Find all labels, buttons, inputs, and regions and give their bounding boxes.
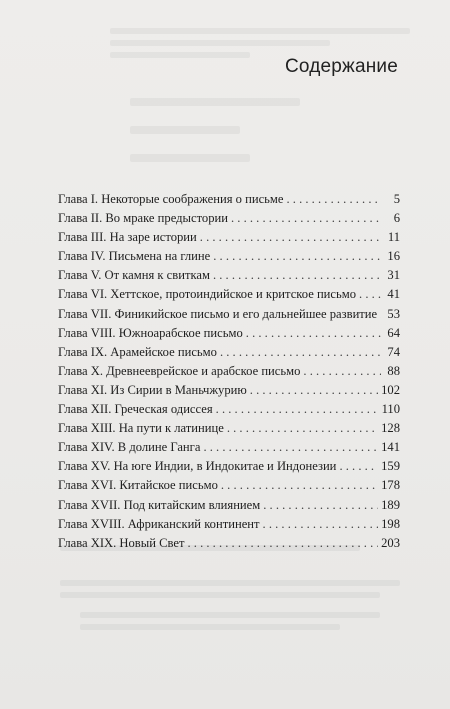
toc-entry bbox=[58, 285, 400, 304]
toc-entry bbox=[58, 457, 400, 476]
toc-leader-dots bbox=[213, 247, 381, 266]
toc-entry-page-number: 53 bbox=[387, 306, 400, 321]
show-through-line bbox=[110, 28, 410, 34]
toc-entry-page-number: 102 bbox=[381, 382, 400, 397]
toc-entry bbox=[58, 190, 400, 209]
toc-leader-dots bbox=[263, 515, 379, 534]
toc-leader-dots bbox=[213, 266, 381, 285]
toc-entry-page-number: 110 bbox=[381, 402, 400, 417]
toc-entry-page-number: 128 bbox=[381, 421, 400, 436]
toc-leader-dots bbox=[380, 305, 381, 324]
toc-entry bbox=[58, 209, 400, 228]
toc-entry-page-number: 64 bbox=[387, 325, 400, 340]
toc-entry-page-number: 6 bbox=[393, 211, 400, 226]
toc-entry-title: Глава VIII. Южноарабское письмо bbox=[58, 325, 243, 340]
toc-entry bbox=[58, 343, 400, 362]
toc-entry-title: Глава I. Некоторые соображения о письме bbox=[58, 192, 284, 206]
toc-entry bbox=[58, 515, 400, 534]
toc-leader-dots bbox=[203, 438, 378, 457]
toc-entry-page-number: 11 bbox=[387, 230, 400, 245]
toc-entry-title: Глава X. Древнееврейское и арабское письмо bbox=[58, 363, 301, 378]
toc-leader-dots bbox=[200, 228, 381, 247]
toc-entry-title: Глава XIII. На пути к латинице bbox=[58, 421, 224, 436]
toc-entry-page-number: 189 bbox=[381, 497, 400, 512]
toc-entry bbox=[58, 228, 400, 247]
show-through-line bbox=[130, 98, 300, 106]
toc-entry-page-number: 31 bbox=[387, 268, 400, 283]
toc-entry bbox=[58, 400, 400, 419]
toc-entry-title: Глава IX. Арамейское письмо bbox=[58, 344, 217, 359]
toc-leader-dots bbox=[187, 534, 378, 553]
table-of-contents bbox=[58, 190, 400, 553]
toc-entry-page-number: 16 bbox=[387, 249, 400, 264]
show-through-line bbox=[130, 154, 250, 162]
toc-entry-page-number: 88 bbox=[387, 363, 400, 378]
show-through-line bbox=[130, 126, 240, 134]
toc-entry bbox=[58, 381, 400, 400]
toc-entry-title: Глава VI. Хеттское, протоиндийское и критское письмо bbox=[58, 287, 357, 302]
toc-leader-dots bbox=[250, 381, 378, 400]
toc-entry bbox=[58, 496, 400, 515]
toc-entry-page-number: 198 bbox=[381, 516, 400, 531]
toc-entry-title: Глава XIX. Новый Свет bbox=[58, 535, 185, 550]
toc-entry-page-number: 5 bbox=[393, 192, 400, 206]
toc-entry-page-number: 159 bbox=[381, 459, 400, 474]
toc-leader-dots bbox=[216, 400, 379, 419]
toc-leader-dots bbox=[221, 476, 378, 495]
toc-entry-title: Глава XVIII. Африканский континент bbox=[58, 516, 260, 531]
toc-entry-title: Глава III. На заре истории bbox=[58, 230, 197, 245]
show-through-line bbox=[110, 52, 250, 58]
toc-entry-title: Глава XI. Из Сирии в Маньчжурию bbox=[58, 382, 247, 397]
toc-entry bbox=[58, 324, 400, 343]
toc-entry-page-number: 203 bbox=[381, 535, 400, 550]
toc-entry bbox=[58, 438, 400, 457]
toc-entry-title: Глава II. Во мраке предыстории bbox=[58, 211, 228, 226]
toc-leader-dots bbox=[263, 496, 378, 515]
toc-entry bbox=[58, 247, 400, 266]
contents-heading: Содержание bbox=[284, 56, 398, 77]
toc-entry-title: Глава IV. Письмена на глине bbox=[58, 249, 211, 264]
toc-leader-dots bbox=[359, 285, 381, 304]
toc-entry-page-number: 141 bbox=[381, 440, 400, 455]
toc-leader-dots bbox=[339, 457, 378, 476]
toc-entry-title: Глава VII. Финикийское письмо и его дальнейшее развитие bbox=[58, 306, 378, 321]
toc-entry bbox=[58, 266, 400, 285]
toc-entry bbox=[58, 476, 400, 495]
show-through-line bbox=[60, 592, 380, 598]
toc-entry bbox=[58, 419, 400, 438]
toc-leader-dots bbox=[220, 343, 381, 362]
toc-leader-dots bbox=[303, 362, 381, 381]
toc-entry-title: Глава V. От камня к свиткам bbox=[58, 268, 210, 283]
show-through-line bbox=[60, 580, 400, 586]
toc-leader-dots bbox=[246, 324, 381, 343]
toc-leader-dots bbox=[286, 190, 381, 209]
toc-entry-title: Глава XV. На юге Индии, в Индокитае и Индонезии bbox=[58, 459, 337, 474]
toc-entry-title: Глава XVII. Под китайским влиянием bbox=[58, 497, 261, 512]
toc-entry-page-number: 178 bbox=[381, 478, 400, 493]
toc-entry-page-number: 74 bbox=[387, 344, 400, 359]
toc-entry-title: Глава XVI. Китайское письмо bbox=[58, 478, 218, 493]
show-through-line bbox=[110, 40, 330, 46]
show-through-line bbox=[80, 612, 380, 618]
toc-entry bbox=[58, 534, 400, 553]
toc-leader-dots bbox=[227, 419, 378, 438]
toc-entry-page-number: 41 bbox=[387, 287, 400, 302]
toc-entry-title: Глава XII. Греческая одиссея bbox=[58, 402, 213, 417]
show-through-line bbox=[80, 624, 340, 630]
toc-entry-title: Глава XIV. В долине Ганга bbox=[58, 440, 201, 455]
toc-entry bbox=[58, 305, 400, 324]
toc-leader-dots bbox=[231, 209, 381, 228]
toc-entry bbox=[58, 362, 400, 381]
